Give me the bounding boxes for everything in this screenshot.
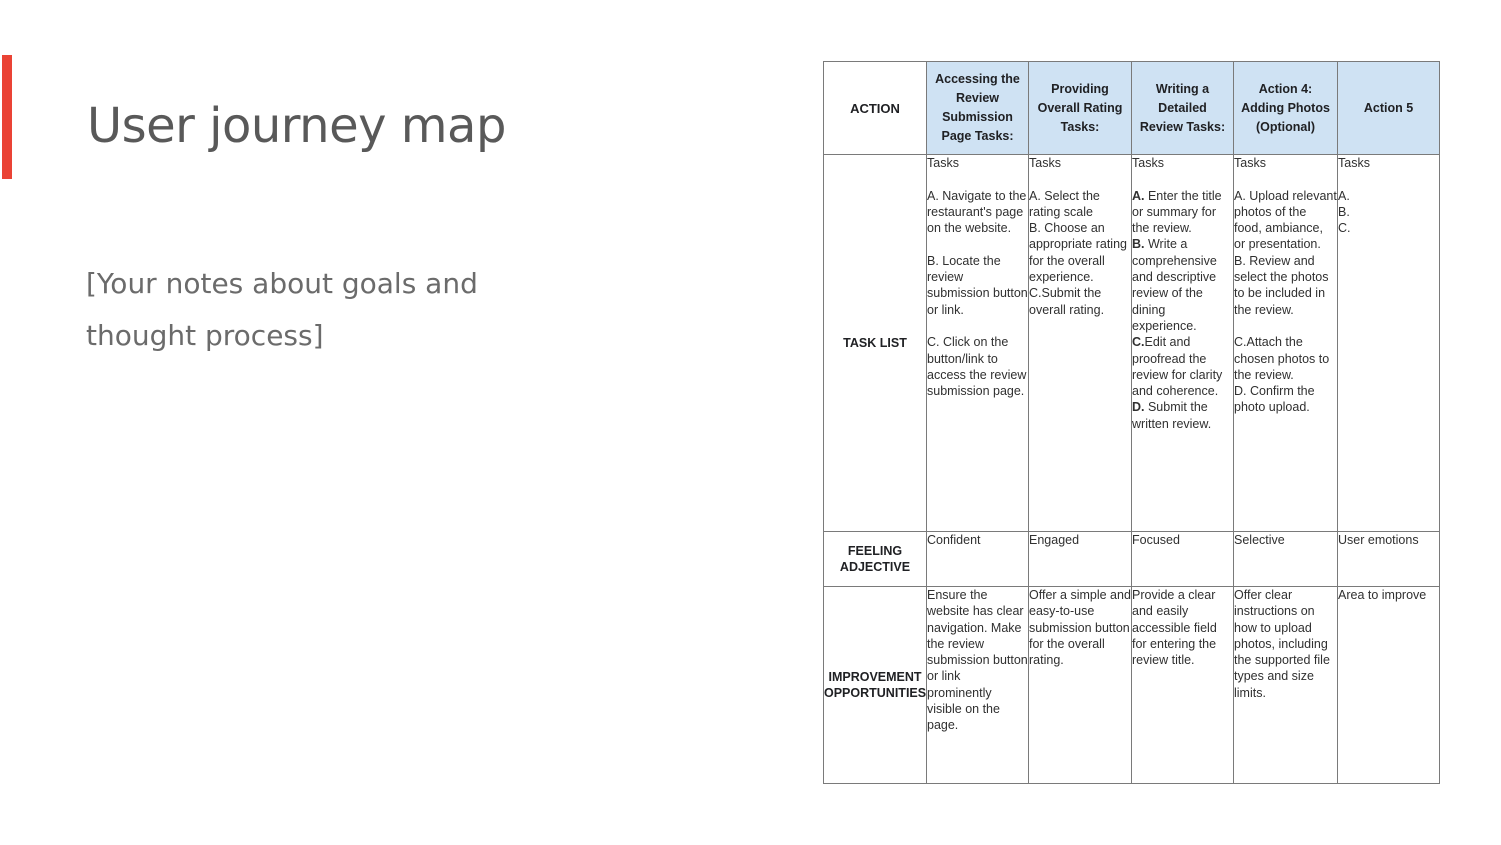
task-item: C. Click on the button/link to access the review submission page. — [927, 335, 1027, 399]
improvement-cell-3: Provide a clear and easily accessible field for entering the review title. — [1132, 587, 1234, 784]
notes-text — [86, 258, 526, 362]
row-header-feeling: FEELING ADJECTIVE — [824, 532, 927, 587]
improvement-cell-2: Offer a simple and easy-to-use submission button for the overall rating. — [1029, 587, 1132, 784]
title-accent-bar — [2, 55, 12, 179]
task-heading: Tasks — [1029, 156, 1061, 170]
task-item: B. Choose an appropriate rating for the overall experience. — [1029, 221, 1127, 285]
task-heading: Tasks — [1338, 156, 1370, 170]
feeling-cell-1: Confident — [927, 532, 1029, 587]
improvement-cell-5: Area to improve — [1338, 587, 1440, 784]
column-header-3: Writing a Detailed Review Tasks: — [1132, 62, 1234, 155]
feeling-cell-4: Selective — [1234, 532, 1338, 587]
task-list-row — [824, 155, 1440, 532]
improvement-cell-1: Ensure the website has clear navigation. Make the review submission button or link prominently visible on the page. — [927, 587, 1029, 784]
feeling-row — [824, 532, 1440, 587]
task-item: B. Locate the review submission button or link. — [927, 253, 1028, 317]
slide-title: User journey map — [87, 98, 506, 154]
task-heading: Tasks — [927, 156, 959, 170]
task-cell-1 — [927, 155, 1029, 532]
row-header-task-list: TASK LIST — [824, 155, 927, 532]
task-item: C.Attach the chosen photos to the review. — [1234, 335, 1330, 382]
notes-line-1: [Your notes about goals and — [86, 267, 478, 300]
column-header-1: Accessing the Review Submission Page Tasks: — [927, 62, 1029, 155]
column-header-action: ACTION — [824, 62, 927, 155]
task-item: B. — [1338, 204, 1350, 219]
task-letter: D. — [1132, 400, 1145, 415]
task-item: B. Review and select the photos to be included in the review. — [1234, 253, 1329, 317]
task-heading: Tasks — [1234, 156, 1266, 170]
task-cell-3 — [1132, 155, 1234, 532]
task-letter: C. — [1132, 335, 1145, 350]
task-item — [1132, 399, 1233, 432]
task-item: A. Navigate to the restaurant's page on the website. — [927, 188, 1027, 236]
column-header-2: Providing Overall Rating Tasks: — [1029, 62, 1132, 155]
task-cell-2 — [1029, 155, 1132, 532]
task-text: Edit and proofread the review for clarity and coherence. — [1132, 335, 1223, 399]
task-letter: A. — [1132, 188, 1145, 203]
task-text: Submit the written review. — [1132, 400, 1212, 431]
improvement-row — [824, 587, 1440, 784]
task-item: A. Select the rating scale — [1029, 188, 1100, 219]
column-header-4: Action 4: Adding Photos (Optional) — [1234, 62, 1338, 155]
feeling-cell-2: Engaged — [1029, 532, 1132, 587]
task-letter: B. — [1132, 237, 1145, 252]
feeling-cell-3: Focused — [1132, 532, 1234, 587]
task-item: C. — [1338, 221, 1351, 236]
task-cell-4 — [1234, 155, 1338, 532]
feeling-cell-5: User emotions — [1338, 532, 1440, 587]
task-heading: Tasks — [1132, 156, 1164, 170]
task-item: A. Upload relevant photos of the food, ambiance, or presentation. — [1234, 188, 1337, 252]
task-item — [1132, 236, 1233, 334]
improvement-cell-4: Offer clear instructions on how to upload photos, including the supported file types and size limits. — [1234, 587, 1338, 784]
row-header-improvement: IMPROVEMENT OPPORTUNITIES — [824, 587, 927, 784]
table-header-row — [824, 62, 1440, 155]
task-text: Enter the title or summary for the review. — [1132, 188, 1222, 236]
task-item: A. — [1338, 188, 1350, 203]
journey-map-table — [823, 61, 1440, 784]
task-item: D. Confirm the photo upload. — [1234, 384, 1315, 415]
task-item — [1132, 334, 1233, 399]
task-text: Write a comprehensive and descriptive review of the dining experience. — [1132, 237, 1217, 333]
task-item: C.Submit the overall rating. — [1029, 286, 1105, 317]
task-cell-5 — [1338, 155, 1440, 532]
task-item — [1132, 188, 1233, 237]
column-header-5: Action 5 — [1338, 62, 1440, 155]
notes-line-2: thought process] — [86, 319, 324, 352]
